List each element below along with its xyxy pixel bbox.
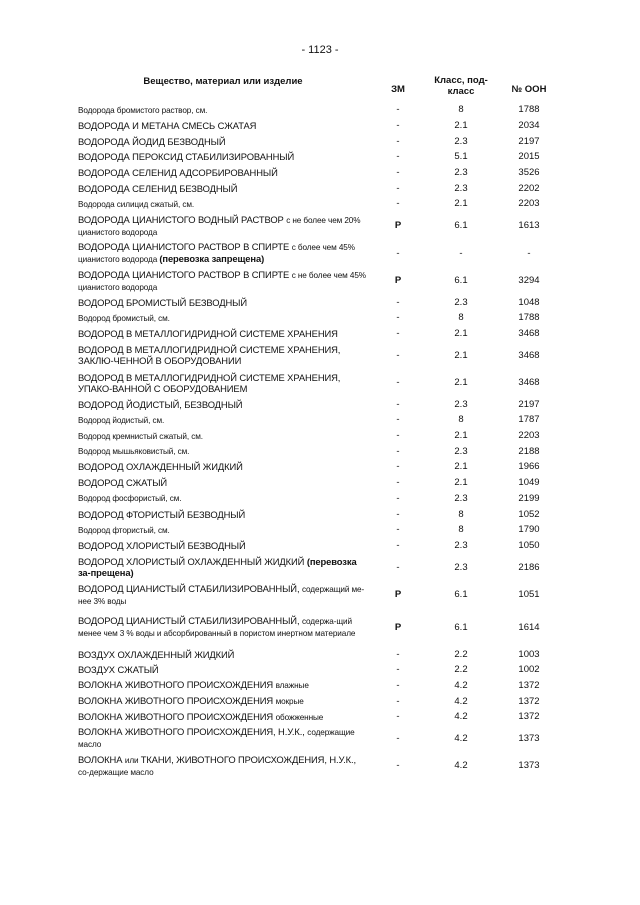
- class-cell: 6.1: [454, 275, 468, 287]
- substance-name-part: (перевозка за-прещена): [78, 556, 357, 578]
- zm-cell: -: [396, 182, 400, 194]
- table-row: [78, 133, 560, 149]
- class-cell: 6.1: [454, 621, 468, 633]
- substance-name-part: ВОДОРОД СЖАТЫЙ: [78, 477, 168, 489]
- substance-name: [78, 198, 368, 210]
- substance-name-part: ВОДОРОД БРОМИСТЫЙ БЕЗВОДНЫЙ: [78, 296, 247, 308]
- zm-cell: -: [396, 492, 400, 504]
- table-row: [78, 412, 560, 428]
- un-number-cell: 3468: [518, 349, 540, 361]
- class-cell: 2.3: [454, 445, 468, 457]
- substance-name: [78, 241, 368, 265]
- table-row: [78, 341, 560, 369]
- substance-name: [78, 461, 368, 472]
- substance-name-part: или: [124, 755, 141, 765]
- table-row: [78, 678, 560, 694]
- zm-cell: -: [396, 561, 400, 573]
- un-number-cell: 1003: [518, 648, 540, 660]
- substance-name: [78, 136, 368, 147]
- substance-name-part: с не более чем 20% цианистого водорода: [78, 215, 361, 237]
- substance-name: [78, 583, 368, 607]
- zm-cell: -: [396, 711, 400, 723]
- table-header: [78, 75, 560, 105]
- substance-name-part: ВОДОРОДА СЕЛЕНИД БЕЗВОДНЫЙ: [78, 182, 238, 194]
- class-cell: 4.2: [454, 760, 468, 772]
- substance-name-part: ВОДОРОД ЦИАНИСТЫЙ СТАБИЛИЗИРОВАННЫЙ,: [78, 615, 302, 627]
- substance-name-part: Водород фтористый, см.: [78, 525, 170, 535]
- substance-name-part: ВОЗДУХ ОХЛАЖДЕННЫЙ ЖИДКИЙ: [78, 648, 235, 660]
- class-cell: 2.2: [454, 664, 468, 676]
- zm-cell: -: [396, 679, 400, 691]
- substance-name: [78, 556, 368, 578]
- substance-name-part: см.: [195, 105, 208, 115]
- table-row: [78, 196, 560, 212]
- class-cell: 8: [458, 104, 464, 116]
- un-number-cell: 3468: [518, 328, 540, 340]
- un-number-cell: 1050: [518, 539, 540, 551]
- un-number-cell: 1788: [518, 312, 540, 324]
- substance-name-part: ВОДОРОДА ЦИАНИСТОГО РАСТВОР В СПИРТЕ: [78, 268, 292, 280]
- table-row: [78, 475, 560, 491]
- zm-cell: -: [396, 328, 400, 340]
- table-row: [78, 267, 560, 295]
- substance-name-part: ВОДОРОДА И МЕТАНА СМЕСЬ СЖАТАЯ: [78, 120, 257, 132]
- un-number-cell: 1052: [518, 508, 540, 520]
- class-cell: 2.1: [454, 198, 468, 210]
- substance-name-part: влажные: [275, 681, 309, 691]
- substance-name-part: с более чем 45% цианистого водорода: [78, 243, 355, 265]
- table-row: [78, 149, 560, 165]
- substance-name-part: Водород бромистый, см.: [78, 313, 170, 323]
- class-cell: 2.3: [454, 135, 468, 147]
- substance-name-part: ВОДОРОД ЦИАНИСТЫЙ СТАБИЛИЗИРОВАННЫЙ,: [78, 582, 302, 594]
- substance-name: [78, 664, 368, 675]
- substance-name: [78, 477, 368, 488]
- zm-cell: -: [396, 198, 400, 210]
- table-row: [78, 428, 560, 444]
- substance-name: [78, 344, 368, 366]
- class-cell: 8: [458, 414, 464, 426]
- substance-name-part: с не более чем 45% цианистого водорода: [78, 270, 366, 292]
- un-number-cell: 1788: [518, 104, 540, 116]
- substance-name: [78, 297, 368, 308]
- table-row: [78, 709, 560, 725]
- substance-name-part: Водород кремнистый сжатый, см.: [78, 431, 203, 441]
- class-cell: 2.3: [454, 182, 468, 194]
- class-cell: 4.2: [454, 679, 468, 691]
- substance-name: [78, 269, 368, 293]
- table-row: [78, 239, 560, 267]
- class-cell: 4.2: [454, 711, 468, 723]
- substance-name-part: ВОДОРОДА ЦИАНИСТОГО ВОДНЫЙ РАСТВОР: [78, 213, 287, 225]
- table-row: [78, 326, 560, 342]
- zm-cell: Р: [394, 220, 402, 232]
- class-cell: 2.1: [454, 461, 468, 473]
- un-number-cell: 1373: [518, 760, 540, 772]
- substance-name: [78, 509, 368, 520]
- zm-cell: -: [396, 430, 400, 442]
- class-cell: 2.1: [454, 377, 468, 389]
- un-number-cell: -: [527, 247, 531, 259]
- class-cell: 6.1: [454, 220, 468, 232]
- class-cell: 4.2: [454, 732, 468, 744]
- un-number-cell: 2188: [518, 445, 540, 457]
- table-row: [78, 553, 560, 581]
- zm-cell: -: [396, 445, 400, 457]
- un-number-cell: 3294: [518, 275, 540, 287]
- substance-name-part: мокрые: [275, 697, 304, 707]
- substance-name-part: ВОДОРОД В МЕТАЛЛОГИДРИДНОЙ СИСТЕМЕ ХРАНЕНИЯ, УПАКО-ВАННОЙ С ОБОРУДОВАНИЕМ: [78, 371, 341, 394]
- table-row: [78, 522, 560, 538]
- table-row: [78, 102, 560, 118]
- table-row: [78, 693, 560, 709]
- page-number: - 1123 -: [301, 44, 339, 56]
- substance-name: [78, 445, 368, 457]
- zm-cell: -: [396, 732, 400, 744]
- un-number-cell: 3526: [518, 167, 540, 179]
- substance-name: [78, 214, 368, 238]
- class-cell: 2.1: [454, 349, 468, 361]
- substance-name-part: обожженные: [275, 712, 324, 722]
- class-cell: 8: [458, 524, 464, 536]
- un-number-cell: 3468: [518, 377, 540, 389]
- substance-name: [78, 328, 368, 339]
- zm-cell: -: [396, 349, 400, 361]
- substance-name-part: ВОЛОКНА ЖИВОТНОГО ПРОИСХОЖДЕНИЯ, Н.У.К.,: [78, 726, 308, 738]
- zm-cell: -: [396, 120, 400, 132]
- class-cell: 2.3: [454, 539, 468, 551]
- table-row: [78, 491, 560, 507]
- substance-name-part: ВОДОРОД ОХЛАЖДЕННЫЙ ЖИДКИЙ: [78, 461, 243, 473]
- class-cell: 5.1: [454, 151, 468, 163]
- table-row: [78, 725, 560, 753]
- substance-table: [78, 102, 560, 780]
- substance-name-part: ТКАНИ, ЖИВОТНОГО ПРОИСХОЖДЕНИЯ, Н.У.К.,: [140, 753, 357, 765]
- substance-name-part: ВОЗДУХ СЖАТЫЙ: [78, 664, 159, 676]
- header-class: Класс, под- класс: [434, 75, 488, 97]
- class-cell: 2.3: [454, 492, 468, 504]
- zm-cell: -: [396, 664, 400, 676]
- un-number-cell: 1373: [518, 732, 540, 744]
- class-cell: 6.1: [454, 589, 468, 600]
- substance-name-part: ВОДОРОД ФТОРИСТЫЙ БЕЗВОДНЫЙ: [78, 508, 246, 520]
- un-number-cell: 1613: [518, 220, 540, 232]
- substance-name-part: ВОДОРОД В МЕТАЛЛОГИДРИДНОЙ СИСТЕМЕ ХРАНЕНИЯ, ЗАКЛЮ-ЧЕННОЙ В ОБОРУДОВАНИИ: [78, 344, 341, 367]
- substance-name-part: содержащий ме-нее 3% воды: [78, 584, 365, 606]
- table-row: [78, 118, 560, 134]
- substance-name: [78, 430, 368, 442]
- zm-cell: -: [396, 135, 400, 147]
- table-row: [78, 752, 560, 780]
- substance-name: [78, 679, 368, 691]
- substance-name: [78, 399, 368, 410]
- substance-name: [78, 754, 368, 778]
- substance-name: [78, 524, 368, 536]
- substance-name: [78, 312, 368, 324]
- zm-cell: -: [396, 461, 400, 473]
- substance-name-part: ВОДОРОД ЙОДИСТЫЙ, БЕЗВОДНЫЙ: [78, 398, 243, 410]
- un-number-cell: 1372: [518, 679, 540, 691]
- class-cell: 8: [458, 312, 464, 324]
- un-number-cell: 1787: [518, 414, 540, 426]
- un-number-cell: 1051: [518, 589, 540, 600]
- un-number-cell: 1372: [518, 711, 540, 723]
- substance-name-part: ВОДОРОД ХЛОРИСТЫЙ БЕЗВОДНЫЙ: [78, 539, 246, 551]
- substance-name-part: ВОДОРОДА СЕЛЕНИД АДСОРБИРОВАННЫЙ: [78, 167, 278, 179]
- zm-cell: -: [396, 247, 400, 259]
- table-row: [78, 212, 560, 240]
- class-cell: 8: [458, 508, 464, 520]
- zm-cell: Р: [394, 275, 402, 287]
- zm-cell: Р: [394, 589, 402, 600]
- zm-cell: -: [396, 414, 400, 426]
- header-zm: ЗМ: [391, 84, 405, 95]
- zm-cell: -: [396, 477, 400, 489]
- class-cell: 2.3: [454, 167, 468, 179]
- un-number-cell: 2015: [518, 151, 540, 163]
- substance-name: [78, 540, 368, 551]
- substance-name-part: Водород йодистый, см.: [78, 415, 165, 425]
- substance-name-part: ВОДОРОДА ЦИАНИСТОГО РАСТВОР В СПИРТЕ: [78, 241, 292, 253]
- class-cell: 2.2: [454, 648, 468, 660]
- substance-name: [78, 711, 368, 723]
- header-substance: Вещество, материал или изделие: [143, 76, 303, 87]
- substance-name: [78, 492, 368, 504]
- substance-name-part: ВОЛОКНА ЖИВОТНОГО ПРОИСХОЖДЕНИЯ: [78, 679, 276, 691]
- substance-name: [78, 615, 368, 639]
- substance-name-part: ВОЛОКНА ЖИВОТНОГО ПРОИСХОЖДЕНИЯ: [78, 695, 276, 707]
- class-cell: -: [459, 247, 463, 259]
- zm-cell: -: [396, 695, 400, 707]
- un-number-cell: 1372: [518, 695, 540, 707]
- zm-cell: -: [396, 508, 400, 520]
- substance-name: [78, 120, 368, 131]
- table-row: [78, 310, 560, 326]
- table-row: [78, 443, 560, 459]
- substance-name: [78, 151, 368, 162]
- substance-name-part: со-держащие масло: [78, 767, 154, 777]
- zm-cell: Р: [394, 621, 402, 633]
- substance-name-part: Водорода бромистого раствор,: [78, 105, 196, 115]
- class-cell: 2.1: [454, 477, 468, 489]
- table-row: [78, 459, 560, 475]
- zm-cell: -: [396, 648, 400, 660]
- substance-name-part: содержа-щий менее чем 3 % воды и абсорбированный в пористом инертном материале: [78, 617, 356, 639]
- zm-cell: -: [396, 377, 400, 389]
- table-row: [78, 662, 560, 678]
- substance-name: [78, 372, 368, 394]
- un-number-cell: 2203: [518, 430, 540, 442]
- un-number-cell: 2197: [518, 135, 540, 147]
- substance-name-part: ВОДОРОДА ПЕРОКСИД СТАБИЛИЗИРОВАННЫЙ: [78, 151, 295, 163]
- substance-name: [78, 695, 368, 707]
- zm-cell: -: [396, 167, 400, 179]
- table-row: [78, 180, 560, 196]
- substance-name-part: ВОЛОКНА ЖИВОТНОГО ПРОИСХОЖДЕНИЯ: [78, 710, 276, 722]
- zm-cell: -: [396, 104, 400, 116]
- un-number-cell: 1049: [518, 477, 540, 489]
- un-number-cell: 1966: [518, 461, 540, 473]
- substance-name: [78, 104, 368, 116]
- un-number-cell: 2199: [518, 492, 540, 504]
- table-row: [78, 646, 560, 662]
- substance-name-part: ВОДОРОД ХЛОРИСТЫЙ ОХЛАЖДЕННЫЙ ЖИДКИЙ: [78, 556, 307, 567]
- zm-cell: -: [396, 524, 400, 536]
- class-cell: 2.3: [454, 398, 468, 410]
- table-row: [78, 396, 560, 412]
- substance-name-part: (перевозка запрещена): [159, 253, 265, 265]
- substance-name: [78, 414, 368, 426]
- table-row: [78, 608, 560, 646]
- un-number-cell: 2197: [518, 398, 540, 410]
- zm-cell: -: [396, 151, 400, 163]
- class-cell: 2.1: [454, 328, 468, 340]
- table-row: [78, 369, 560, 397]
- zm-cell: -: [396, 312, 400, 324]
- substance-name: [78, 726, 368, 750]
- table-row: [78, 294, 560, 310]
- zm-cell: -: [396, 760, 400, 772]
- un-number-cell: 2202: [518, 182, 540, 194]
- substance-name-part: Водорода силицид сжатый, см.: [78, 199, 195, 209]
- substance-name: [78, 183, 368, 194]
- table-row: [78, 538, 560, 554]
- class-cell: 2.1: [454, 120, 468, 132]
- class-cell: 4.2: [454, 695, 468, 707]
- substance-name-part: ВОДОРОДА ЙОДИД БЕЗВОДНЫЙ: [78, 135, 226, 147]
- un-number-cell: 1790: [518, 524, 540, 536]
- substance-name-part: Водород фосфористый, см.: [78, 494, 182, 504]
- class-cell: 2.3: [454, 561, 468, 573]
- class-cell: 2.1: [454, 430, 468, 442]
- header-un-number: № ООН: [511, 84, 547, 95]
- substance-name-part: ВОЛОКНА: [78, 753, 125, 765]
- table-row: [78, 581, 560, 609]
- un-number-cell: 2034: [518, 120, 540, 132]
- zm-cell: -: [396, 398, 400, 410]
- substance-name-part: содержащие масло: [78, 728, 355, 750]
- un-number-cell: 1002: [518, 664, 540, 676]
- substance-name: [78, 649, 368, 660]
- zm-cell: -: [396, 539, 400, 551]
- substance-name-part: Водород мышьяковистый, см.: [78, 447, 190, 457]
- zm-cell: -: [396, 296, 400, 308]
- un-number-cell: 1048: [518, 296, 540, 308]
- un-number-cell: 1614: [518, 621, 540, 633]
- table-row: [78, 165, 560, 181]
- substance-name: [78, 167, 368, 178]
- substance-name-part: ВОДОРОД В МЕТАЛЛОГИДРИДНОЙ СИСТЕМЕ ХРАНЕНИЯ: [78, 328, 338, 340]
- un-number-cell: 2186: [518, 561, 540, 573]
- class-cell: 2.3: [454, 296, 468, 308]
- un-number-cell: 2203: [518, 198, 540, 210]
- table-row: [78, 506, 560, 522]
